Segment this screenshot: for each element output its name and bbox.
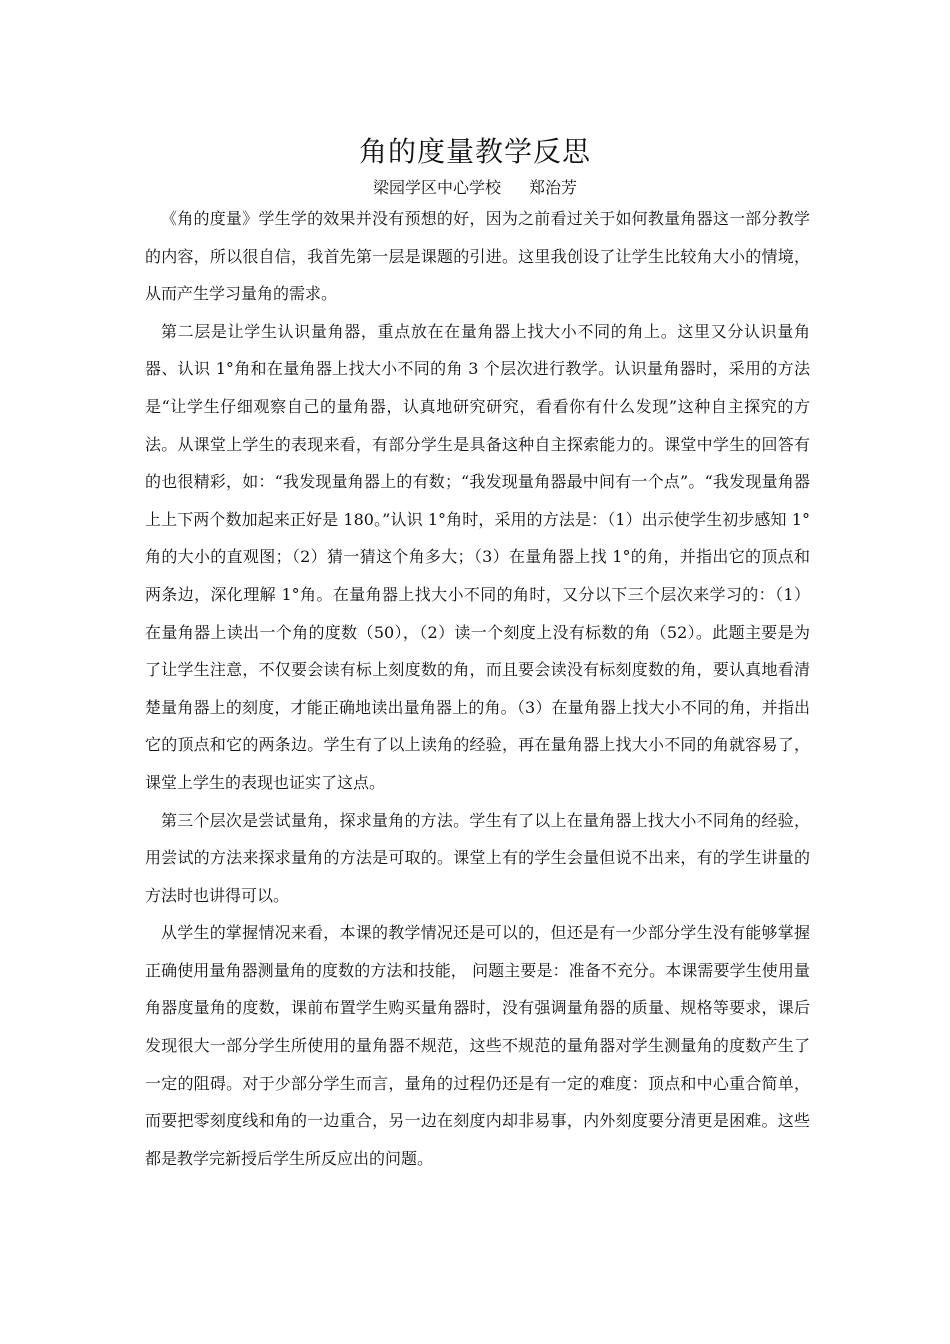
paragraph: 第二层是让学生认识量角器，重点放在在量角器上找大小不同的角上。这里又分认识量角器、认识 1°角和在量角器上找大小不同的角 3 个层次进行教学。认识量角器时，采用的方法是“让学生仔细观察自己的量角器，认真地研究研究，看看你有什么发现”这种自主探究的方法。从课堂上学生的表现来看，有部分学生是具备这种自主探索能力的。课堂中学生的回答有的也很精彩，如：“我发现量角器上的有数；“我发现量角器最中间有一个点”。“我发现量角器上上下两个数加起来正好是 180。”认识 1°角时，采用的方法是：（1）出示使学生初步感知 1°角的大小的直观图；（2）猜一猜这个角多大；（3）在量角器上找 1°的角，并指出它的顶点和两条边，深化理解 1°角。在量角器上找大小不同的角时，又分以下三个层次来学习的：（1）在量角器上读出一个角的度数（50），（2）读一个刻度上没有标数的角（52）。此题主要是为了让学生注意，不仅要会读有标上刻度数的角，而且要会读没有标刻度数的角，要认真地看清楚量角器上的刻度，才能正确地读出量角器上的角。（3）在量角器上找大小不同的角，并指出它的顶点和它的两条边。学生有了以上读角的经验，再在量角器上找大小不同的角就容易了，课堂上学生的表现也证实了这点。 bbox=[145, 321, 810, 792]
document-byline bbox=[0, 177, 950, 199]
school-name: 梁园学区中心学校 bbox=[372, 178, 501, 197]
paragraph: 《角的度量》学生学的效果并没有预想的好，因为之前看过关于如何教量角器这一部分教学的内容，所以很自信，我首先第一层是课题的引进。这里我创设了让学生比较角大小的情境，从而产生学习量角的需求。 bbox=[145, 209, 810, 304]
author-name: 郑治芳 bbox=[529, 178, 578, 197]
paragraph: 从学生的掌握情况来看，本课的教学情况还是可以的，但还是有一少部分学生没有能够掌握正确使用量角器测量角的度数的方法和技能， 问题主要是：准备不充分。本课需要学生使用量角器度量角的度数，课前布置学生购买量角器时，没有强调量角器的质量、规格等要求，课后发现很大一部分学生所使用的量角器不规范，这些不规范的量角器对学生测量角的度数产生了一定的阻碍。对于少部分学生而言，量角的过程仍还是有一定的难度：顶点和中心重合简单，而要把零刻度线和角的一边重合，另一边在刻度内却非易事，内外刻度要分清更是困难。这些都是教学完新授后学生所反应出的问题。 bbox=[145, 923, 810, 1168]
document-body bbox=[145, 200, 810, 1177]
document-title: 角的度量教学反思 bbox=[358, 135, 591, 168]
paragraph: 第三个层次是尝试量角，探求量角的方法。学生有了以上在量角器上找大小不同角的经验，用尝试的方法来探求量角的方法是可取的。课堂上有的学生会量但说不出来，有的学生讲量的方法时也讲得可以。 bbox=[145, 810, 810, 905]
